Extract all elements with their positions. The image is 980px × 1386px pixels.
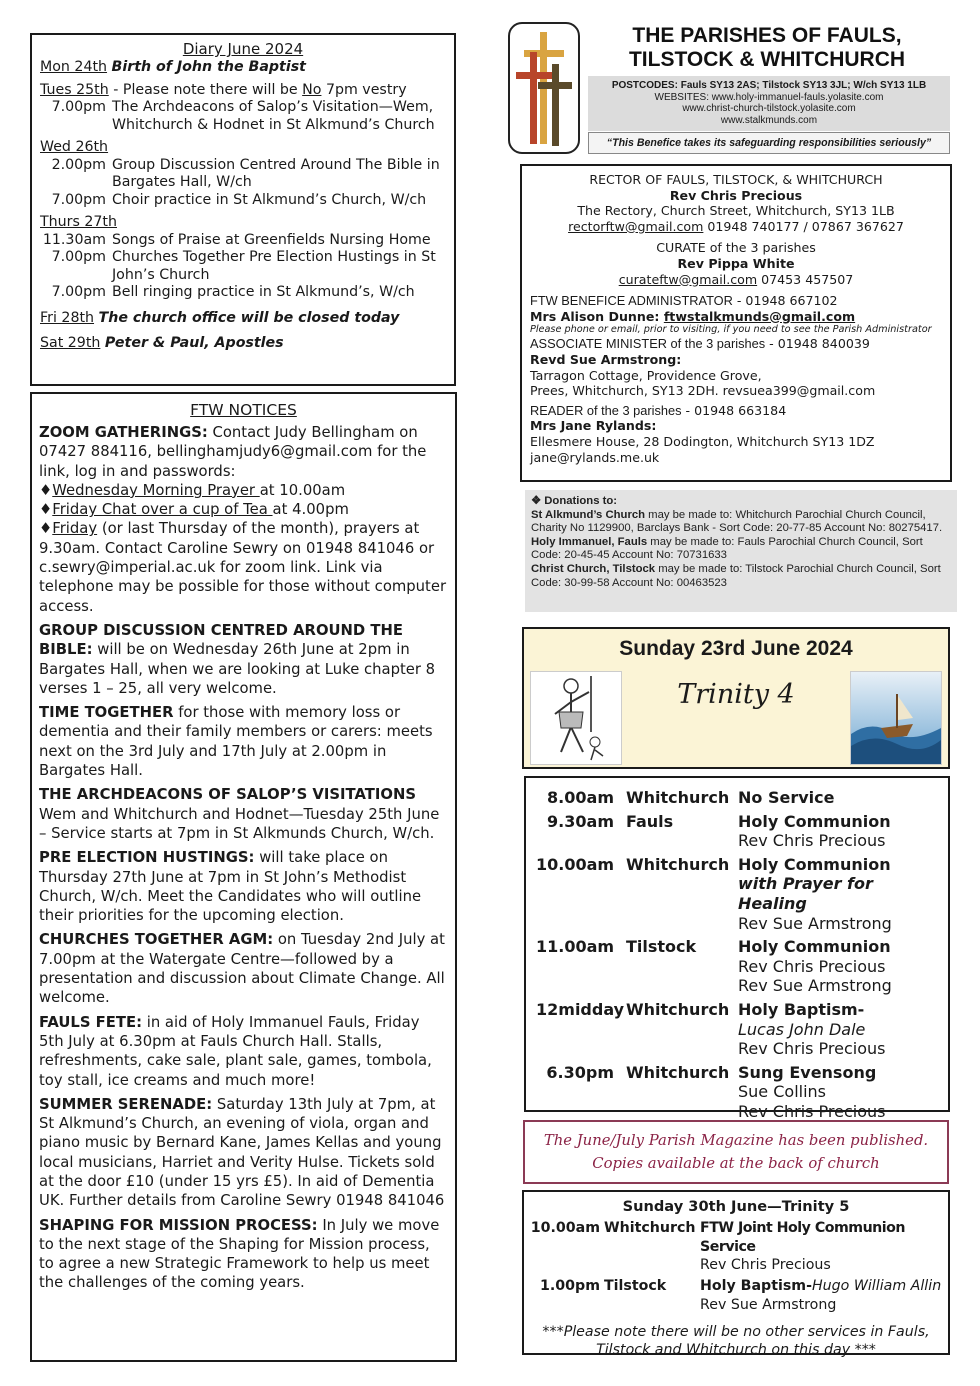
service-row: 11.00am Tilstock Holy Communion Rev Chris Precious Rev Sue Armstrong <box>536 937 892 996</box>
diary-wed: Wed 26th 2.00pm Group Discussion Centred Around The Bible in Bargates Hall, W/ch 7.00pm Choir practice in St Alkmund’s Church, W/ch <box>40 139 440 208</box>
safeguarding-banner: “This Benefice takes its safeguarding responsibilities seriously” <box>588 132 950 154</box>
service-row: 10.00am Whitchurch Holy Communion with Prayer for Healing Rev Sue Armstrong <box>536 854 892 933</box>
diary-sat: Sat 29th Peter & Paul, Apostles <box>40 335 284 351</box>
sunday-banner <box>522 627 950 769</box>
service-row: 10.00am Whitchurch FTW Joint Holy Communion Service Rev Chris Precious <box>530 1219 905 1274</box>
curate-email-link[interactable]: curateftw@gmail.com <box>618 271 758 287</box>
admin-email-link[interactable]: ftwstalkmunds@gmail.com <box>663 308 856 324</box>
sunday-30-heading: Sunday 30th June—Trinity 5 <box>622 1198 850 1215</box>
notice-zoom: ZOOM GATHERINGS: Contact Judy Bellingham on 07427 884116, bellinghamjudy6@gmail.com for the link, log in and passwords: ♦Wednesday Morning Prayer at 10.00am ♦Friday Chat over a cup of Tea at 4.00pm ♦Friday (or last Thursday of the month), prayers at 9.30am. Contact Caroline Sewry on 01948 841046 or c.sewry@imperial.ac.uk for zoom link. Link via telephone may be possible for those without computer access. <box>39 424 447 615</box>
sunday-30-note: ***Please note there will be no other services in Fauls, Tilstock and Whitchurch on this day *** <box>542 1323 930 1359</box>
magazine-notice: The June/July Parish Magazine has been published. Copies available at the back of church <box>523 1120 949 1184</box>
notices-title: FTW NOTICES <box>190 401 297 419</box>
diary-tue: Tues 25th - Please note there will be No 7pm vestry 7.00pm The Archdeacons of Salop’s Visitation—Wem, Whitchurch & Hodnet in St Alkmund’s Church <box>40 81 435 133</box>
diary-fri: Fri 28th The church office will be closed today <box>40 309 400 326</box>
service-row: 6.30pm Whitchurch Sung Evensong Sue Collins Rev Chris Precious <box>546 1062 886 1121</box>
notice-shaping: SHAPING FOR MISSION PROCESS: In July we move to the next stage of the Shaping for Mission process, to agree a new Strategic Framework to help us meet the challenges of the coming years. <box>39 1216 440 1292</box>
notice-fete: FAULS FETE: in aid of Holy Immanuel Fauls, Friday 5th July at 6.30pm at Fauls Church Hall. Stalls, refreshments, cake sale, plant sale, games, tombola, toy stall, ice creams and much more! <box>39 1013 432 1089</box>
notice-archdeacon: THE ARCHDEACONS OF SALOP’S VISITATIONS Wem and Whitchurch and Hodnet—Tuesday 25th June – Service starts at 7pm in St Alkmunds Church, W/ch. <box>39 786 440 842</box>
david-goliath-image-icon <box>530 671 622 765</box>
sunday-date: Sunday 23rd June 2024 <box>619 637 853 660</box>
notice-agm: CHURCHES TOGETHER AGM: on Tuesday 2nd July at 7.00pm at the Watergate Centre—followed by a presentation and discussion about Climate Change. All welcome. <box>39 931 445 1007</box>
notices-box <box>30 392 457 1362</box>
diary-title: Diary June 2024 <box>182 40 304 58</box>
services-box <box>524 776 950 1121</box>
donations-box: ❖ Donations to: St Alkmund’s Church may be made to: Whitchurch Parochial Church Council, Charity No 1129900, Barclays Bank - Sort Code: 20-77-85 Account No: 80275417. Holy Immanuel, Fauls may be made to: Fauls Parochial Church Council, Sort Code: 20-45-45 Account No: 70731633 Christ Church, Tilstock may be made to: Tilstock Parochial Church Council, Sort Code: 30-99-58 Account No: 00463523 <box>525 490 957 612</box>
notice-time-together: TIME TOGETHER for those with memory loss or dementia and their family members or carers: meets next on the 3rd July and 17th July at 2.00pm in Bargates Hall. <box>39 704 433 780</box>
parish-title: THE PARISHES OF FAULS, TILSTOCK & WHITCHURCH <box>628 24 906 71</box>
notice-serenade: SUMMER SERENADE: Saturday 13th July at 7pm, at St Alkmund’s Church, an evening of viola, organ and piano music by Bernard Kane, James Kellas and young local musicians, Harriet and Verity Hulse. Tickets sold at the door £10 (under 15 yrs £5). In aid of Dementia UK. Further details from Caroline Sewry 01948 841046 <box>39 1095 445 1210</box>
service-row: 1.00pm Tilstock Holy Baptism-Hugo William Allin Rev Sue Armstrong <box>540 1278 942 1313</box>
parish-info: POSTCODES: Fauls SY13 2AS; Tilstock SY13 3JL; W/ch SY13 1LB WEBSITES: www.holy-immanuel-fauls.yolasite.com www.christ-church-tilstock.yolasite.com www.stalkmunds.com <box>588 76 950 131</box>
diary-mon: Mon 24th Birth of John the Baptist <box>40 59 306 75</box>
diary-thu: Thurs 27th 11.30am Songs of Praise at Greenfields Nursing Home 7.00pm Churches Together Pre Election Hustings in St John’s Church 7.00pm Bell ringing practice in St Alkmund’s, W/ch <box>40 214 436 300</box>
trinity-label: Trinity 4 <box>677 679 795 710</box>
notice-group: GROUP DISCUSSION CENTRED AROUND THE BIBLE: will be on Wednesday 26th June at 2pm in Bargates Hall, when we are looking at Luke chapter 8 verses 1 – 25, all very welcome. <box>39 621 436 697</box>
crosses-logo-icon <box>508 22 580 154</box>
service-row: 12midday Whitchurch Holy Baptism- Lucas John Dale Rev Chris Precious <box>536 999 886 1059</box>
notice-hustings: PRE ELECTION HUSTINGS: will take place on Thursday 27th June at 7pm in St John’s Methodist Church, W/ch. Meet the Candidates who will outline their priorities for the upcoming election. <box>39 849 422 925</box>
service-row: 9.30am Fauls Holy Communion Rev Chris Precious <box>547 811 891 851</box>
boat-storm-image-icon <box>850 671 942 765</box>
diary-box <box>30 33 456 386</box>
rector-email-link[interactable]: rectorftw@gmail.com <box>568 218 704 234</box>
contacts-box: RECTOR OF FAULS, TILSTOCK, & WHITCHURCH Rev Chris Precious The Rectory, Church Street, Whitchurch, SY13 1LB rectorftw@gmail.com 01948 740177 / 07867 367627 CURATE of the 3 parishes Rev Pippa White curateftw@gmail.com 07453 457507 FTW BENEFICE ADMINISTRATOR - 01948 667102 Mrs Alison Dunne: ftwstalkmunds@gmail.com Please phone or email, prior to visiting, if you need to see the Parish Administrator ASSOCIATE MINISTER of the 3 parishes - 01948 840039 Revd Sue Armstrong: Tarragon Cottage, Providence Grove, Prees, Whitchurch, SY13 2DH. revsuea399@gmail.com READER of the 3 parishes - 01948 663184 Mrs Jane Rylands: Ellesmere House, 28 Dodington, Whitchurch SY13 1DZ jane@rylands.me.uk <box>520 164 952 482</box>
sunday-30-box <box>522 1190 950 1359</box>
service-row: 8.00am Whitchurch No Service <box>547 788 835 807</box>
